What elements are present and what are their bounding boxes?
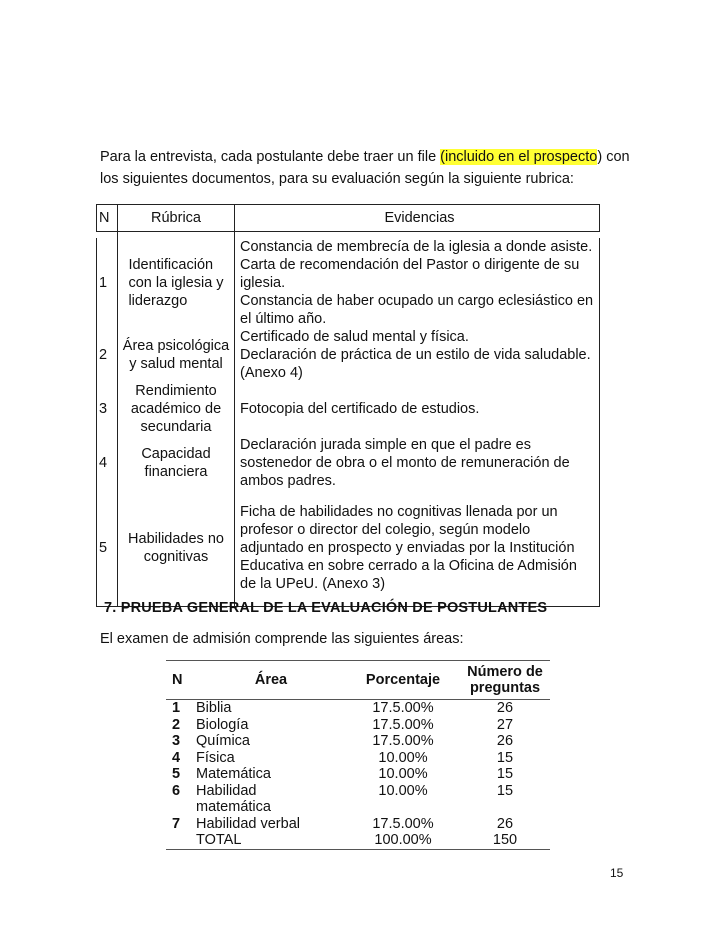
areas-row — [166, 816, 550, 833]
evidence-text-line: Constancia de membrecía de la iglesia a donde asiste. — [240, 239, 593, 255]
rubric-cell-evidencias — [235, 328, 600, 382]
rubric-row — [97, 490, 600, 607]
evidence-text-line: sostenedor de obra o el monto de remuneración de — [240, 455, 570, 471]
areas-cell-preguntas: 150 — [460, 832, 550, 849]
areas-header-porcentaje: Porcentaje — [346, 661, 460, 700]
areas-row — [166, 832, 550, 849]
rubric-header-evidencias: Evidencias — [235, 205, 600, 232]
areas-cell-preguntas: 26 — [496, 700, 514, 716]
areas-row — [166, 783, 550, 816]
areas-cell-porcentaje: 100.00% — [346, 832, 460, 849]
evidence-text-line: Declaración jurada simple en que el padre es — [240, 437, 531, 453]
evidence-text-line: iglesia. — [240, 275, 286, 291]
rubric-row — [97, 328, 600, 382]
areas-cell-n: 3 — [172, 733, 181, 749]
rubric-text-line: financiera — [144, 464, 208, 480]
areas-cell-n: 7 — [172, 815, 181, 832]
evidence-text-line: (Anexo 4) — [240, 365, 303, 381]
rubric-text-line: académico de — [130, 401, 222, 417]
evidence-text-line: Declaración de práctica de un estilo de vida saludable. — [240, 347, 591, 363]
evidence-text-line: Constancia de haber ocupado un cargo eclesiástico en — [240, 293, 594, 309]
rubric-text-line: liderazgo — [128, 293, 188, 309]
rubric-body — [97, 238, 600, 607]
intro-text-part2: ) con — [597, 149, 630, 165]
areas-cell-area — [196, 783, 346, 816]
rubric-cell-n: 1 — [97, 238, 118, 328]
area-text-line: Biblia — [196, 700, 232, 716]
areas-cell-area — [196, 700, 346, 717]
rubric-text-line: Área psicológica — [122, 338, 230, 354]
areas-cell-preguntas: 27 — [496, 716, 514, 733]
rubric-text-line: y salud mental — [129, 356, 223, 372]
rubric-text-line: con la iglesia y — [128, 275, 224, 291]
areas-cell-porcentaje: 10.00% — [378, 749, 428, 766]
areas-header-preguntas — [460, 661, 550, 700]
areas-cell-preguntas: 26 — [496, 733, 514, 749]
rubric-header-rubrica: Rúbrica — [118, 205, 235, 232]
rubric-row — [97, 436, 600, 490]
areas-cell-area — [196, 717, 346, 734]
rubric-row — [97, 382, 600, 436]
areas-cell-n: 2 — [172, 716, 181, 733]
areas-cell-n: 4 — [172, 749, 181, 766]
areas-table — [166, 660, 550, 850]
areas-cell-area — [196, 766, 346, 783]
areas-cell-porcentaje: 17.5.00% — [372, 733, 434, 749]
area-text-line: Física — [196, 749, 235, 766]
area-text-line: Química — [196, 733, 250, 749]
rubric-text-line: secundaria — [140, 419, 212, 435]
areas-row — [166, 700, 550, 717]
areas-cell-preguntas: 26 — [496, 815, 514, 832]
evidence-text-line: Ficha de habilidades no cognitivas llenada por un — [240, 504, 558, 520]
areas-row — [166, 750, 550, 767]
section-title: 7. PRUEBA GENERAL DE LA EVALUACIÓN DE POSTULANTES — [104, 600, 548, 616]
areas-header-n: N — [166, 661, 196, 700]
rubric-cell-n: 3 — [97, 382, 118, 436]
intro-text-line2: los siguientes documentos, para su evaluación según la siguiente rubrica: — [100, 171, 574, 187]
rubric-cell-n: 2 — [97, 328, 118, 382]
rubric-cell-evidencias — [235, 436, 600, 490]
area-text-line: Habilidad verbal — [196, 815, 300, 832]
areas-paragraph: El examen de admisión comprende las siguientes áreas: — [100, 631, 464, 647]
areas-header-area: Área — [196, 661, 346, 700]
rubric-text-line: Habilidades no — [128, 531, 224, 547]
areas-cell-porcentaje: 17.5.00% — [372, 815, 434, 832]
areas-cell-n — [166, 832, 196, 849]
areas-header-preguntas-line2: preguntas — [469, 680, 541, 696]
areas-header-preguntas-line1: Número de — [467, 663, 543, 680]
rubric-cell-evidencias — [235, 238, 600, 328]
page-number: 15 — [610, 866, 624, 880]
rubric-text-line: Identificación — [128, 257, 214, 273]
evidence-text-line: de la UPeU. (Anexo 3) — [240, 576, 386, 592]
rubric-cell-rubrica — [118, 238, 235, 328]
areas-cell-n: 1 — [172, 700, 181, 716]
areas-cell-preguntas: 15 — [496, 766, 514, 782]
rubric-cell-rubrica — [118, 436, 235, 490]
areas-body — [166, 700, 550, 850]
rubric-cell-n: 4 — [97, 436, 118, 490]
areas-cell-area — [196, 733, 346, 750]
rubric-row — [97, 238, 600, 328]
evidence-text-line: Fotocopia del certificado de estudios. — [240, 401, 480, 417]
evidence-text-line: profesor o director del colegio, según modelo — [240, 522, 531, 538]
rubric-text-line: cognitivas — [143, 549, 209, 565]
evidence-text-line: ambos padres. — [240, 473, 336, 489]
intro-text-part1: Para la entrevista, cada postulante debe traer un file — [100, 149, 441, 165]
intro-paragraph — [100, 146, 640, 190]
areas-cell-area — [196, 750, 346, 767]
rubric-cell-n: 5 — [97, 490, 118, 607]
areas-cell-area — [196, 816, 346, 833]
areas-cell-porcentaje: 17.5.00% — [372, 716, 434, 733]
rubric-table — [96, 204, 600, 607]
rubric-cell-rubrica — [118, 382, 235, 436]
highlighted-text: (incluido en el prospecto — [440, 149, 598, 165]
rubric-cell-evidencias — [235, 382, 600, 436]
areas-cell-n: 6 — [172, 782, 181, 799]
area-text-line: Biología — [196, 716, 249, 733]
areas-header-row — [166, 661, 550, 700]
rubric-cell-evidencias — [235, 490, 600, 607]
evidence-text-line: Educativa en sobre cerrado a la Oficina de Admisión — [240, 558, 577, 574]
area-text-line: Matemática — [196, 766, 271, 782]
areas-row — [166, 733, 550, 750]
areas-cell-preguntas: 15 — [496, 782, 514, 799]
areas-cell-preguntas: 15 — [496, 749, 514, 766]
rubric-text-line: Rendimiento — [135, 383, 217, 399]
rubric-cell-rubrica — [118, 490, 235, 607]
rubric-header-n: N — [97, 205, 118, 232]
rubric-cell-rubrica — [118, 328, 235, 382]
areas-cell-porcentaje: 17.5.00% — [372, 700, 434, 716]
area-text-line: Habilidad — [196, 782, 257, 799]
areas-cell-n: 5 — [172, 766, 181, 782]
evidence-text-line: el último año. — [240, 311, 327, 327]
area-text-line: matemática — [196, 799, 271, 815]
evidence-text-line: Carta de recomendación del Pastor o dirigente de su — [240, 257, 580, 273]
evidence-text-line: Certificado de salud mental y física. — [240, 329, 469, 345]
areas-row — [166, 717, 550, 734]
areas-cell-porcentaje: 10.00% — [378, 766, 428, 782]
rubric-header-row — [97, 205, 600, 232]
evidence-text-line: adjuntado en prospecto y enviadas por la Institución — [240, 540, 575, 556]
areas-cell-area — [196, 832, 346, 849]
rubric-text-line: Capacidad — [141, 446, 211, 462]
areas-row — [166, 766, 550, 783]
areas-cell-porcentaje: 10.00% — [378, 782, 428, 799]
area-text-line: TOTAL — [196, 832, 242, 848]
